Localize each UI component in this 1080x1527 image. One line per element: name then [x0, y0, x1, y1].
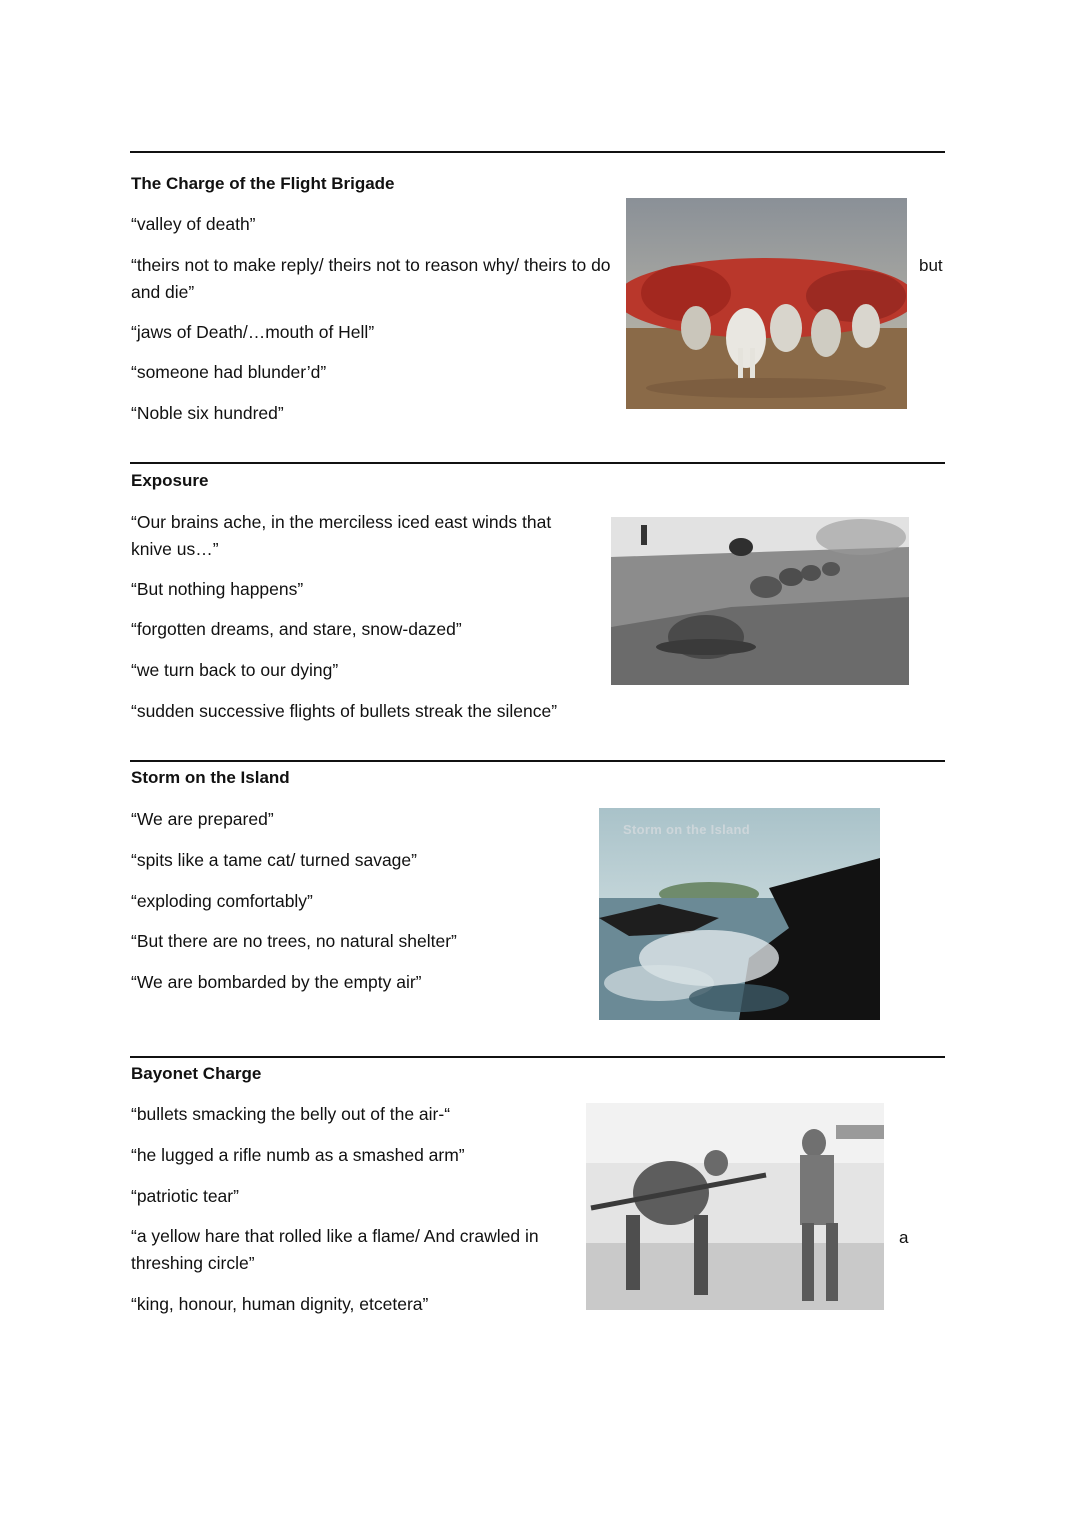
section-title: Bayonet Charge	[131, 1064, 262, 1083]
quote: “patriotic tear”	[131, 1186, 239, 1206]
section-title: Exposure	[131, 471, 209, 490]
quote: “someone had blunder’d”	[131, 362, 327, 382]
section-divider	[130, 1056, 945, 1058]
quote: “But nothing happens”	[131, 579, 304, 599]
quote: “We are prepared”	[131, 809, 274, 829]
section-divider	[130, 151, 945, 153]
quote: “he lugged a rifle numb as a smashed arm”	[131, 1145, 465, 1165]
quote: “We are bombarded by the empty air”	[131, 972, 422, 992]
quote: “a yellow hare that rolled like a flame/ And crawled in threshing circle”	[131, 1226, 539, 1273]
quote: “theirs not to make reply/ theirs not to reason why/ theirs to do and die”	[131, 255, 611, 302]
quote: “exploding comfortably”	[131, 891, 313, 911]
quote: “But there are no trees, no natural shelter”	[131, 931, 457, 951]
quote: “valley of death”	[131, 214, 256, 234]
cavalry-charge-painting	[626, 198, 907, 409]
section-divider	[130, 760, 945, 762]
stormy-coast-photo	[599, 808, 880, 1020]
bayonet-soldiers-photo	[586, 1103, 884, 1310]
quote: “we turn back to our dying”	[131, 660, 339, 680]
quote: “Noble six hundred”	[131, 403, 284, 423]
stray-text: but	[919, 256, 943, 275]
quote: “sudden successive flights of bullets streak the silence”	[131, 701, 558, 721]
stray-text: a	[899, 1228, 909, 1247]
trench-soldiers-photo	[611, 517, 909, 685]
quote: “forgotten dreams, and stare, snow-dazed”	[131, 619, 462, 639]
section-title: Storm on the Island	[131, 768, 290, 787]
quote: “Our brains ache, in the merciless iced east winds that knive us…”	[131, 512, 552, 559]
image-caption: Storm on the Island	[623, 822, 751, 837]
section-divider	[130, 462, 945, 464]
quote: “bullets smacking the belly out of the air-“	[131, 1104, 451, 1124]
quote: “king, honour, human dignity, etcetera”	[131, 1294, 429, 1314]
section-title: The Charge of the Flight Brigade	[131, 174, 395, 193]
quote: “jaws of Death/…mouth of Hell”	[131, 322, 375, 342]
quote: “spits like a tame cat/ turned savage”	[131, 850, 417, 870]
